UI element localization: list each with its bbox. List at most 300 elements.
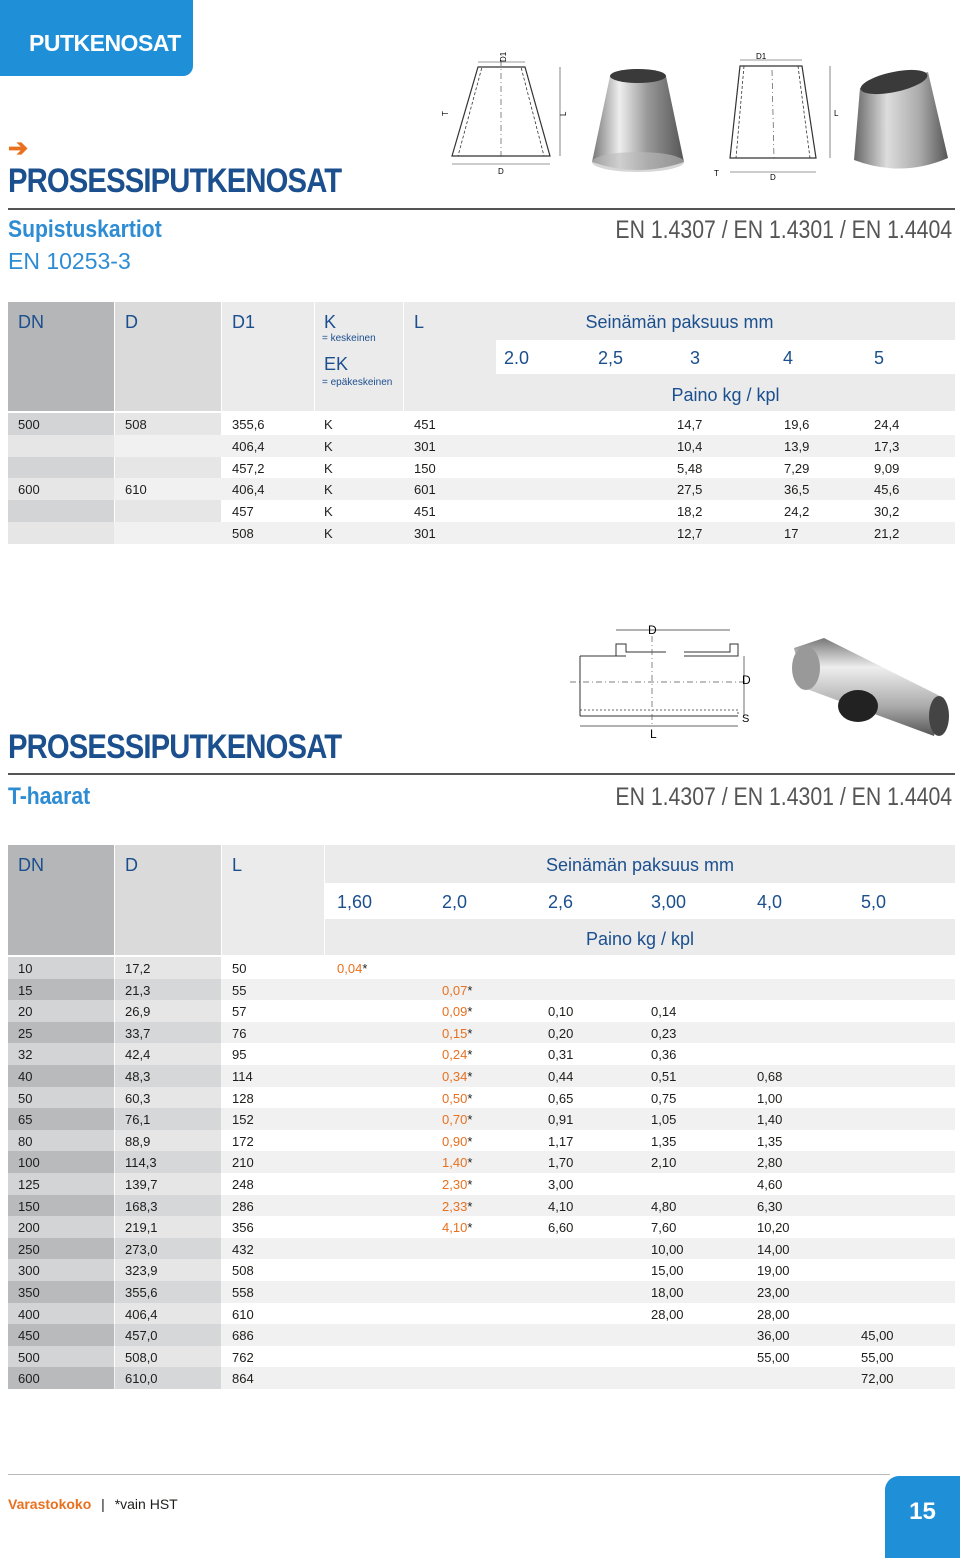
cell-value: 500: [18, 1349, 40, 1365]
diagram-label-l: L: [559, 111, 568, 116]
t1-wall-col-3: 3: [690, 348, 701, 368]
cell-value: 32: [18, 1047, 33, 1063]
cell-value: 355,6: [125, 1285, 158, 1300]
table-row: [8, 457, 955, 479]
cell-value: 42,4: [125, 1047, 151, 1063]
cell-l: [232, 1371, 254, 1386]
cell-dn: [18, 1112, 32, 1127]
cell-value: 558: [232, 1285, 254, 1300]
cell-value: 4,10: [548, 1198, 574, 1214]
t1-h-l: L: [414, 312, 425, 332]
table-row: [8, 1151, 955, 1173]
star-marker: *: [467, 1155, 473, 1171]
cell-c2: [442, 1047, 472, 1062]
cell-value: 0,09: [442, 1004, 468, 1020]
cell-dn: [18, 1350, 40, 1365]
cell-value: 10,20: [757, 1220, 790, 1236]
table-row: [8, 957, 955, 979]
cell-c3: [548, 1004, 573, 1019]
cell-dn: [18, 1155, 40, 1170]
cell-l: [232, 983, 246, 998]
cell-value: 33,7: [125, 1025, 151, 1041]
cell-value: 2,80: [757, 1155, 783, 1171]
cell-value: 323,9: [125, 1263, 158, 1279]
cell-value: 57: [232, 1004, 247, 1020]
t1-wall-col-5: 5: [874, 348, 885, 368]
cell-c4: [651, 1199, 676, 1214]
t2-h-dn: DN: [18, 855, 44, 875]
cell-value: 15: [18, 982, 33, 998]
t2-wall-col-3: 2,6: [548, 892, 574, 912]
t2-wall-col-4: 3,00: [651, 892, 687, 912]
cell-value: 250: [18, 1241, 40, 1257]
cell-dn: [18, 1026, 32, 1041]
cell-c4: [651, 1155, 676, 1170]
cell-k: K: [324, 438, 333, 454]
cell-c2: [442, 1112, 472, 1127]
cell-value: 762: [232, 1349, 254, 1365]
table-row: [8, 1303, 955, 1325]
cell-value: 356: [232, 1220, 254, 1236]
eccentric-cone-diagram: [712, 50, 842, 180]
cell-d: [125, 1177, 158, 1192]
cell-dn: 600: [18, 482, 40, 498]
cell-l: [232, 1307, 254, 1322]
table-row: [8, 1065, 955, 1087]
cell-c5: [757, 1177, 782, 1192]
cell-value: 457,0: [125, 1328, 158, 1344]
tee-diagram: [566, 620, 766, 744]
diagram-label-l: L: [834, 109, 839, 118]
cell-value: 0,75: [651, 1090, 677, 1106]
cell-value: 0,68: [757, 1069, 783, 1084]
cell-d: [125, 1047, 150, 1062]
cell-dn: [18, 1047, 32, 1062]
cell-c3: [548, 1199, 573, 1214]
footer-divider: [8, 1474, 890, 1475]
cell-value: 23,00: [757, 1285, 790, 1300]
cell-l: [232, 1263, 254, 1278]
cell-d: [125, 1199, 158, 1214]
concentric-cone-diagram: [440, 52, 590, 182]
cell-dn: [18, 1177, 40, 1192]
cell-value: 1,40: [442, 1155, 468, 1171]
cell-value: 0,15: [442, 1025, 468, 1041]
table2-header: [8, 845, 955, 955]
cell-c4: [651, 1047, 676, 1062]
cell-l: 301: [414, 438, 436, 454]
cell-value: 14,00: [757, 1241, 790, 1257]
cell-w3: 18,2: [677, 504, 703, 520]
cell-value: 0,10: [548, 1004, 574, 1020]
cell-value: 0,44: [548, 1069, 574, 1084]
cell-c2: [442, 1134, 472, 1149]
t2-h-weight: Paino kg / kpl: [585, 929, 695, 949]
section1-subtitle: Supistuskartiot: [8, 216, 162, 243]
cell-c3: [548, 1069, 573, 1084]
cell-value: 45,00: [861, 1328, 894, 1344]
cell-value: 10: [18, 961, 33, 976]
t1-h-d: D: [125, 312, 138, 332]
table-row: [8, 1000, 955, 1022]
t1-h-k-note: = keskeinen: [322, 333, 376, 344]
cell-l: [232, 1350, 254, 1365]
cell-c5: [757, 1350, 790, 1365]
cell-value: 50: [232, 961, 247, 976]
star-marker: *: [467, 1047, 473, 1063]
cell-value: 40: [18, 1069, 33, 1084]
star-marker: *: [362, 961, 368, 976]
cell-d: [125, 1307, 158, 1322]
section1-standard: EN 1.4307 / EN 1.4301 / EN 1.4404: [615, 216, 952, 244]
cell-k: K: [324, 526, 333, 541]
cell-c2: [442, 1155, 472, 1170]
cell-l: [232, 1026, 246, 1041]
cell-value: 18,00: [651, 1285, 684, 1300]
table-row: [8, 413, 955, 435]
cell-d: [125, 1263, 158, 1278]
cell-l: [232, 961, 246, 976]
cell-value: 0,50: [442, 1090, 468, 1106]
cell-c4: [651, 1263, 684, 1278]
cell-d: [125, 1026, 150, 1041]
cell-c6: [861, 1371, 894, 1386]
cell-l: [232, 1155, 254, 1170]
t2-h-l: L: [232, 855, 243, 875]
cell-c5: [757, 1242, 790, 1257]
table-row: [8, 1043, 955, 1065]
cell-c5: [757, 1285, 790, 1300]
cell-c4: [651, 1026, 676, 1041]
cell-value: 508: [232, 1263, 254, 1279]
cell-value: 21,3: [125, 982, 151, 998]
cell-w5: 30,2: [874, 504, 900, 520]
cell-value: 0,51: [651, 1069, 677, 1084]
cell-c1: [337, 961, 367, 976]
cell-value: 1,70: [548, 1155, 574, 1171]
cell-value: 55: [232, 982, 247, 998]
cell-value: 0,23: [651, 1025, 677, 1041]
cell-c4: [651, 1285, 684, 1300]
cell-d: [125, 1242, 158, 1257]
cell-value: 3,00: [548, 1177, 574, 1192]
cell-c4: [651, 1069, 676, 1084]
cell-c2: [442, 1091, 472, 1106]
star-marker: *: [467, 1112, 473, 1128]
cell-d: [125, 1112, 150, 1127]
cell-c2: [442, 1220, 472, 1235]
star-marker: *: [467, 1177, 473, 1192]
cell-value: 200: [18, 1220, 40, 1236]
cell-w4: 24,2: [784, 504, 810, 520]
star-marker: *: [467, 982, 473, 998]
table-row: [8, 1087, 955, 1109]
cell-k: K: [324, 460, 333, 476]
cell-value: 150: [18, 1198, 40, 1214]
cell-dn: 500: [18, 417, 40, 432]
cell-value: 15,00: [651, 1263, 684, 1279]
cell-d: [125, 1069, 150, 1084]
cell-value: 248: [232, 1177, 254, 1192]
cell-l: 601: [414, 482, 436, 498]
cell-value: 0,65: [548, 1090, 574, 1106]
cell-dn: [18, 1285, 40, 1300]
cell-dn: [18, 1069, 32, 1084]
star-marker: *: [467, 1090, 473, 1106]
section2-subtitle: T-haarat: [8, 783, 91, 810]
cell-value: 406,4: [125, 1306, 158, 1322]
cell-k: K: [324, 504, 333, 520]
t1-h-ek-note: = epäkeskeinen: [322, 377, 393, 388]
cell-value: 273,0: [125, 1241, 158, 1257]
cell-value: 19,00: [757, 1263, 790, 1279]
table1-header: [8, 302, 955, 411]
cell-value: 610: [232, 1306, 254, 1322]
cell-k: K: [324, 417, 333, 432]
cell-value: 4,80: [651, 1198, 677, 1214]
table-row: [8, 478, 955, 500]
cell-value: 55,00: [861, 1349, 894, 1365]
t2-wall-col-2: 2,0: [442, 892, 468, 912]
cell-value: 20: [18, 1004, 33, 1020]
cell-value: 72,00: [861, 1371, 894, 1387]
section1-norm: EN 10253-3: [8, 248, 131, 274]
cell-c4: [651, 1091, 676, 1106]
cell-value: 28,00: [757, 1306, 790, 1322]
cell-value: 1,35: [757, 1133, 783, 1149]
cell-c3: [548, 1220, 573, 1235]
cell-d: 610: [125, 482, 147, 498]
cell-value: 80: [18, 1133, 33, 1149]
section1-title: PROSESSIPUTKENOSAT: [8, 162, 342, 200]
cell-dn: [18, 1134, 32, 1149]
t2-wall-col-5: 4,0: [757, 892, 783, 912]
cell-value: 76,1: [125, 1112, 151, 1128]
footer-legend: [8, 1496, 178, 1512]
cell-w3: 5,48: [677, 460, 703, 476]
cell-value: 1,17: [548, 1133, 574, 1149]
t2-h-wall: Seinämän paksuus mm: [545, 855, 735, 875]
footer-stock-label: Varastokoko: [8, 1496, 92, 1512]
page-number: 15: [885, 1476, 960, 1558]
cell-value: 28,00: [651, 1306, 684, 1322]
star-marker: *: [467, 1133, 473, 1149]
cell-value: 60,3: [125, 1090, 151, 1106]
diagram-label-t: T: [441, 111, 450, 116]
cell-value: 4,10: [442, 1220, 468, 1236]
cell-c3: [548, 1047, 573, 1062]
cell-value: 1,40: [757, 1112, 783, 1128]
diagram-label-d: D: [770, 173, 776, 180]
cell-c2: [442, 1004, 472, 1019]
cell-d: [125, 1285, 158, 1300]
cell-c4: [651, 1004, 676, 1019]
cell-k: K: [324, 482, 333, 498]
t2-wall-col-6: 5,0: [861, 892, 887, 912]
cell-c5: [757, 1199, 782, 1214]
t1-wall-col-1: 2.0: [504, 348, 530, 368]
concentric-cone-image: [588, 66, 688, 178]
cell-w3: 10,4: [677, 438, 703, 454]
cell-value: 168,3: [125, 1198, 158, 1214]
cell-value: 1,35: [651, 1133, 677, 1149]
section2-divider: [8, 773, 955, 775]
cell-l: [232, 1134, 254, 1149]
cell-value: 6,60: [548, 1220, 574, 1236]
cell-dn: [18, 1307, 40, 1322]
t1-h-k: K: [324, 312, 337, 332]
star-marker: *: [467, 1220, 473, 1236]
cell-dn: [18, 1242, 40, 1257]
table-row: [8, 1195, 955, 1217]
t2-wall-col-1: 1,60: [337, 892, 373, 912]
cell-value: 400: [18, 1306, 40, 1322]
cell-d: [125, 983, 150, 998]
cell-w4: 19,6: [784, 417, 810, 432]
cell-value: 125: [18, 1177, 40, 1192]
cell-c5: [757, 1134, 782, 1149]
cell-dn: [18, 1091, 32, 1106]
cell-value: 76: [232, 1025, 247, 1041]
cell-value: 350: [18, 1285, 40, 1300]
cell-value: 0,14: [651, 1004, 677, 1020]
cell-value: 172: [232, 1133, 254, 1149]
cell-l: 301: [414, 526, 436, 541]
cell-value: 508,0: [125, 1349, 158, 1365]
cell-value: 2,30: [442, 1177, 468, 1192]
cell-c4: [651, 1112, 676, 1127]
cell-c5: [757, 1155, 782, 1170]
table-row: [8, 1367, 955, 1389]
cell-w4: 7,29: [784, 460, 810, 476]
eccentric-cone-image: [848, 62, 952, 182]
t1-h-d1: D1: [232, 312, 256, 332]
cell-value: 0,04: [337, 961, 363, 976]
cell-value: 6,30: [757, 1198, 783, 1214]
cell-c2: [442, 1026, 472, 1041]
cell-d1: 355,6: [232, 417, 265, 432]
diagram-label-d: D: [498, 167, 504, 176]
cell-c3: [548, 1091, 573, 1106]
table-row: [8, 1022, 955, 1044]
cell-c4: [651, 1307, 684, 1322]
cell-value: 432: [232, 1241, 254, 1257]
cell-l: [232, 1285, 254, 1300]
cell-value: 610,0: [125, 1371, 158, 1387]
tee-label-d-right: D: [742, 673, 751, 687]
cell-d1: 406,4: [232, 438, 265, 454]
cell-w5: 21,2: [874, 526, 900, 541]
t1-h-dn: DN: [18, 312, 44, 332]
cell-d1: 508: [232, 526, 254, 541]
cell-value: 88,9: [125, 1133, 151, 1149]
cell-value: 65: [18, 1112, 33, 1128]
table-row: [8, 500, 955, 522]
cell-c2: [442, 983, 472, 998]
cell-value: 286: [232, 1198, 254, 1214]
table-row: [8, 1324, 955, 1346]
cell-value: 7,60: [651, 1220, 677, 1236]
cell-value: 55,00: [757, 1349, 790, 1365]
section1-divider: [8, 208, 955, 210]
cell-value: 219,1: [125, 1220, 158, 1236]
cell-c5: [757, 1091, 782, 1106]
table-row: [8, 1259, 955, 1281]
cell-value: 128: [232, 1090, 254, 1106]
cell-w5: 24,4: [874, 417, 900, 432]
cell-c6: [861, 1328, 894, 1343]
cell-d: [125, 1328, 158, 1343]
tee-image: [784, 628, 954, 740]
cell-c5: [757, 1307, 790, 1322]
cell-l: [232, 1242, 254, 1257]
t1-h-weight: Paino kg / kpl: [671, 385, 780, 405]
cell-value: 10,00: [651, 1241, 684, 1257]
cell-w3: 27,5: [677, 482, 703, 498]
table-row: [8, 1173, 955, 1195]
star-marker: *: [467, 1198, 473, 1214]
cell-d: [125, 1371, 158, 1386]
t1-wall-col-4: 4: [783, 348, 794, 368]
cell-value: 36,00: [757, 1328, 790, 1344]
cell-value: 17,2: [125, 961, 151, 976]
cell-value: 0,24: [442, 1047, 468, 1063]
cell-c3: [548, 1134, 573, 1149]
cell-dn: [18, 1220, 40, 1235]
table-row: [8, 1281, 955, 1303]
diagram-label-d1: D1: [499, 52, 508, 62]
cell-w5: 9,09: [874, 460, 900, 476]
cell-dn: [18, 1004, 32, 1019]
cell-d: [125, 1220, 158, 1235]
cell-c4: [651, 1134, 676, 1149]
footer-note: *vain HST: [114, 1496, 178, 1512]
cell-value: 0,20: [548, 1025, 574, 1041]
cell-dn: [18, 1328, 40, 1343]
cell-value: 686: [232, 1328, 254, 1344]
cell-value: 0,36: [651, 1047, 677, 1063]
star-marker: *: [467, 1004, 473, 1020]
cell-value: 2,33: [442, 1198, 468, 1214]
t1-h-ek: EK: [324, 354, 349, 374]
cell-l: [232, 1004, 246, 1019]
cell-w3: 12,7: [677, 526, 703, 541]
table-row: [8, 1216, 955, 1238]
cell-w3: 14,7: [677, 417, 703, 432]
cell-l: [232, 1091, 254, 1106]
cell-c5: [757, 1328, 790, 1343]
section2-standard: EN 1.4307 / EN 1.4301 / EN 1.4404: [615, 783, 952, 811]
cell-d1: 457: [232, 504, 254, 520]
tee-label-s: S: [742, 713, 750, 725]
cell-c3: [548, 1177, 573, 1192]
cell-l: 150: [414, 460, 436, 476]
cell-d: 508: [125, 417, 147, 432]
tee-label-l: L: [650, 727, 657, 741]
cell-d: [125, 1155, 157, 1170]
cell-w5: 45,6: [874, 482, 900, 498]
cell-dn: [18, 961, 32, 976]
star-marker: *: [467, 1069, 473, 1084]
cell-dn: [18, 1199, 40, 1214]
tee-label-d-top: D: [648, 623, 657, 637]
cell-d: [125, 1350, 158, 1365]
cell-c4: [651, 1220, 676, 1235]
cell-l: [232, 1069, 253, 1084]
table-row: [8, 1108, 955, 1130]
cell-c5: [757, 1263, 790, 1278]
cell-l: [232, 1177, 254, 1192]
